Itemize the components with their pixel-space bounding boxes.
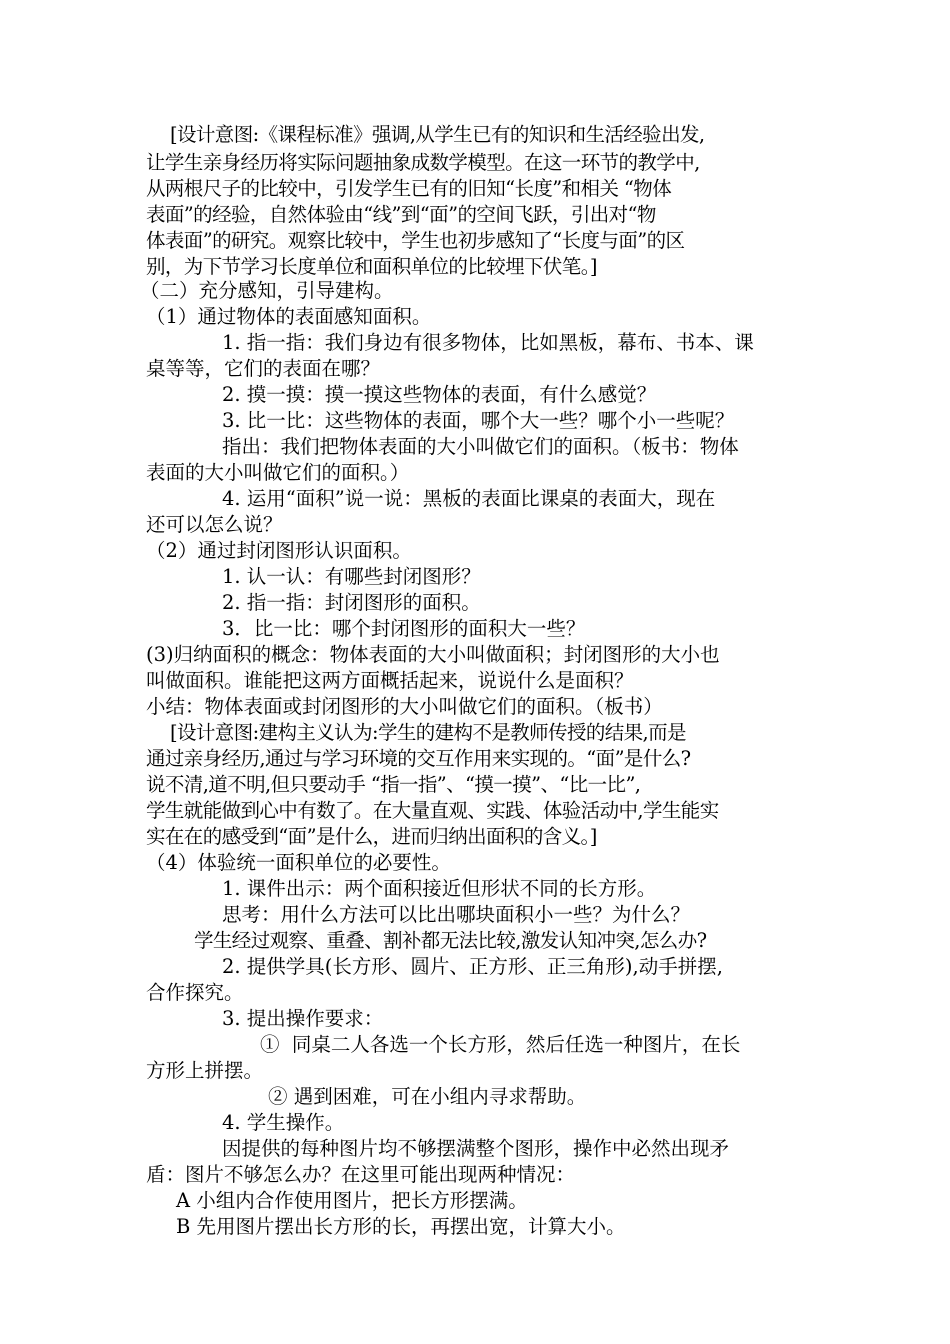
think-line: 思考：用什么方法可以比出哪块面积小一些？为什么？	[222, 903, 691, 926]
design-intent-1-line: 别，为下节学习长度单位和面积单位的比较埋下伏笔。]	[146, 255, 597, 278]
requirement-line: 方形上拼摆。	[146, 1059, 264, 1082]
design-intent-1-line: 表面”的经验，自然体验由“线”到“面”的空间飞跃，引出对“物	[146, 203, 656, 226]
operation-note-line: 盾：图片不够怎么办？在这里可能出现两种情况：	[146, 1163, 576, 1186]
step-line: 1. 认一认：有哪些封闭图形？	[222, 565, 481, 588]
step-line: 还可以怎么说？	[146, 513, 283, 536]
operation-note-line: 因提供的每种图片均不够摆满整个图形，操作中必然出现矛	[222, 1137, 730, 1160]
design-intent-2-line: 通过亲身经历,通过与学习环境的交互作用来实现的。“面”是什么?	[146, 747, 691, 770]
step-line: 3．比一比：哪个封闭图形的面积大一些？	[222, 617, 586, 640]
step-line: 3. 提出操作要求：	[222, 1007, 384, 1030]
step-line: 4. 学生操作。	[222, 1111, 345, 1134]
sub-heading: （2）通过封闭图形认识面积。	[146, 539, 412, 562]
design-intent-1-line: 从两根尺子的比较中，引发学生已有的旧知“长度”和相关 “物体	[146, 177, 672, 200]
sub-heading: (3)归纳面积的概念：物体表面的大小叫做面积；封闭图形的大小也	[146, 643, 720, 666]
design-intent-1-line: [设计意图:《课程标准》强调,从学生已有的知识和生活经验出发,	[170, 123, 705, 146]
step-line: 合作探究。	[146, 981, 244, 1004]
step-line: 1. 课件出示：两个面积接近但形状不同的长方形。	[222, 877, 657, 900]
requirement-line: ① 同桌二人各选一个长方形，然后任选一种图片，在长	[260, 1033, 741, 1056]
case-line: B 先用图片摆出长方形的长，再摆出宽，计算大小。	[176, 1215, 626, 1238]
design-intent-1-line: 体表面”的研究。观察比较中，学生也初步感知了“长度与面”的区	[146, 229, 685, 252]
section-heading: （二）充分感知，引导建构。	[140, 279, 394, 302]
design-intent-2-line: 学生就能做到心中有数了。在大量直观、实践、体验活动中,学生能实	[146, 799, 719, 822]
design-intent-1-line: 让学生亲身经历将实际问题抽象成数学模型。在这一环节的教学中,	[146, 151, 700, 174]
step-line: 3. 比一比：这些物体的表面，哪个大一些？哪个小一些呢？	[222, 409, 735, 432]
step-line: 2. 指一指：封闭图形的面积。	[222, 591, 481, 614]
sub-heading: 叫做面积。谁能把这两方面概括起来，说说什么是面积？	[146, 669, 634, 692]
sub-heading: （4）体验统一面积单位的必要性。	[146, 851, 451, 874]
point-out-line: 表面的大小叫做它们的面积。）	[146, 461, 410, 484]
summary-line: 小结：物体表面或封闭图形的大小叫做它们的面积。（板书）	[146, 695, 663, 718]
step-line: 1. 指一指：我们身边有很多物体，比如黑板，幕布、书本、课	[222, 331, 754, 354]
sub-heading: （1）通过物体的表面感知面积。	[146, 305, 432, 328]
design-intent-2-line: 说不清,道不明,但只要动手 “指一指”、“摸一摸”、“比一比”,	[146, 773, 641, 796]
step-line: 2. 摸一摸：摸一摸这些物体的表面，有什么感觉？	[222, 383, 657, 406]
point-out-line: 指出：我们把物体表面的大小叫做它们的面积。（板书：物体	[222, 435, 739, 458]
conflict-line: 学生经过观察、重叠、割补都无法比较,激发认知冲突,怎么办?	[194, 929, 707, 952]
design-intent-2-line: 实在在的感受到“面”是什么，进而归纳出面积的含义。]	[146, 825, 597, 848]
step-line: 桌等等，它们的表面在哪？	[146, 357, 381, 380]
requirement-line: ② 遇到困难，可在小组内寻求帮助。	[268, 1085, 587, 1108]
step-line: 2. 提供学具(长方形、圆片、正方形、正三角形),动手拼摆,	[222, 955, 723, 978]
step-line: 4. 运用“面积”说一说：黑板的表面比课桌的表面大，现在	[222, 487, 716, 510]
case-line: A 小组内合作使用图片，把长方形摆满。	[176, 1189, 528, 1212]
design-intent-2-line: [设计意图:建构主义认为:学生的建构不是教师传授的结果,而是	[170, 721, 686, 744]
